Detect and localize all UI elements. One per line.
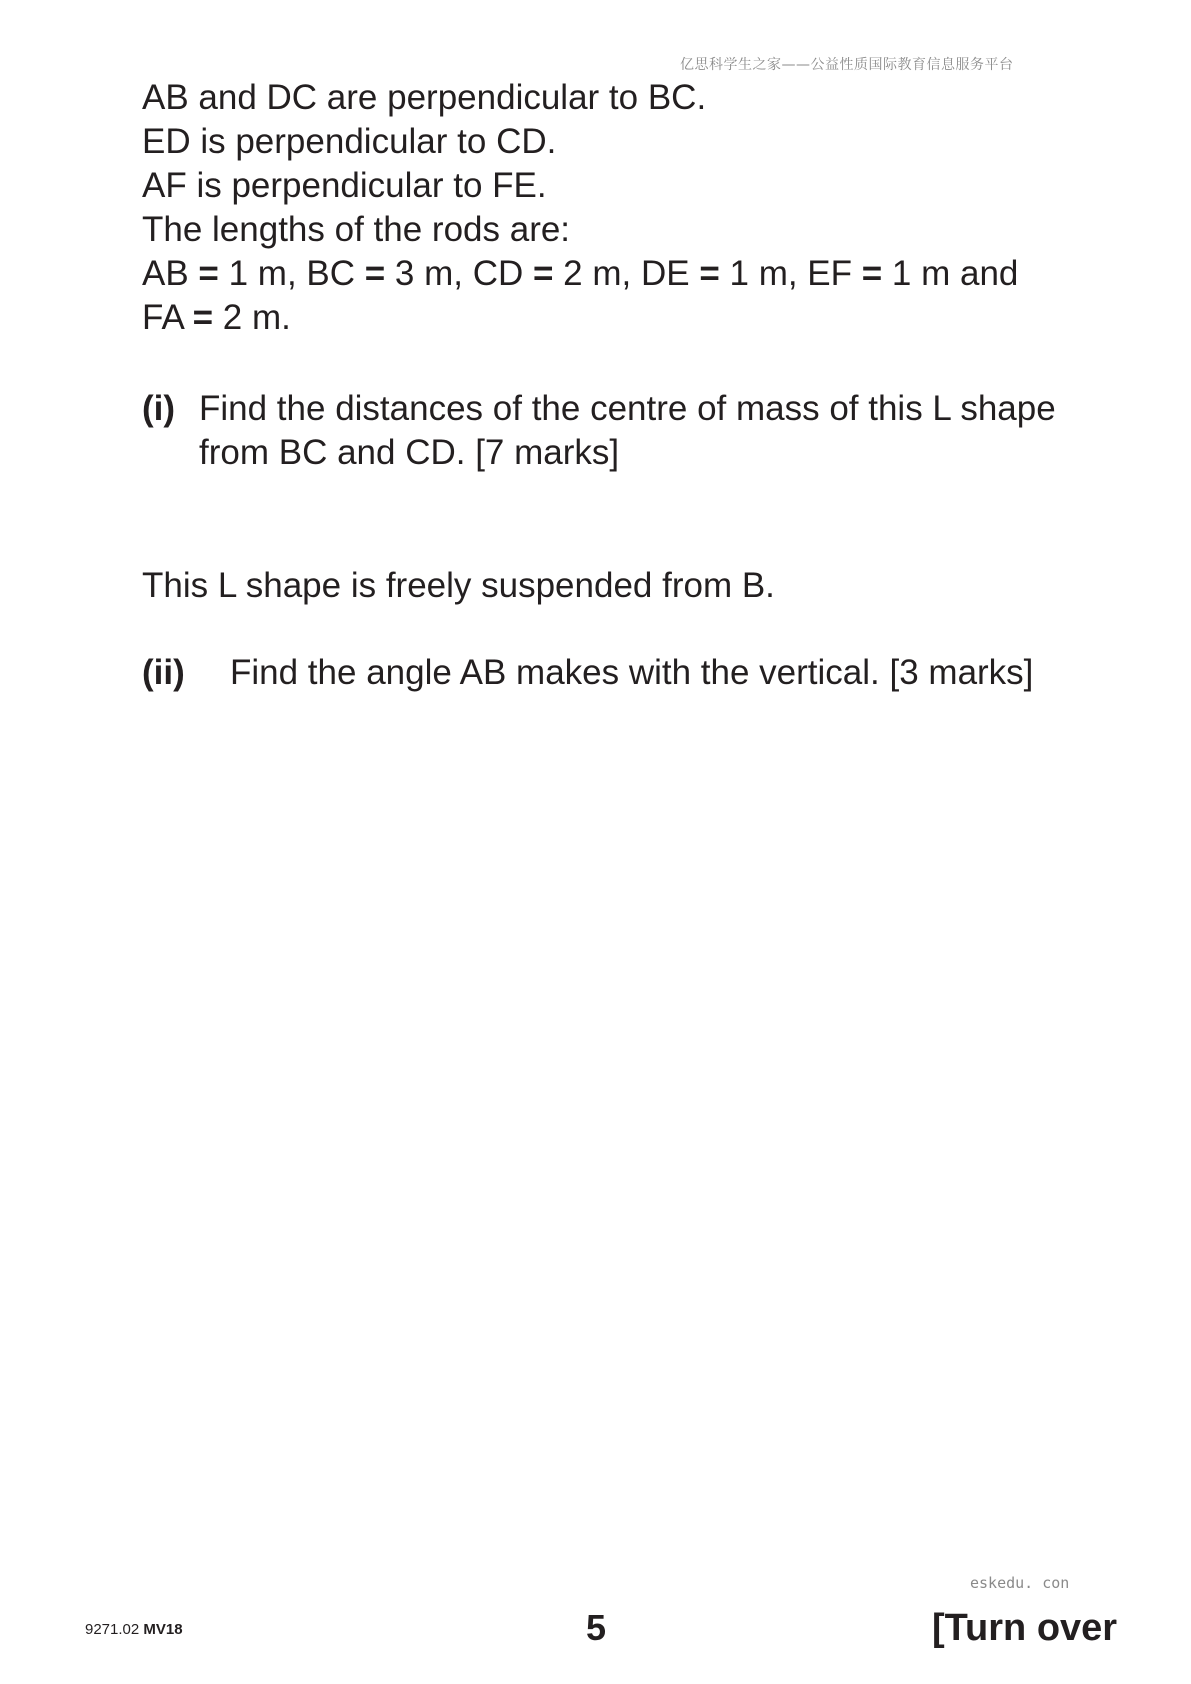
watermark-header: 亿思科学生之家——公益性质国际教育信息服务平台 (680, 57, 1014, 73)
equals-sign: = (533, 254, 554, 293)
length-text: 1 m and (882, 254, 1019, 293)
question-text-line: Find the distances of the centre of mass of this L shape (199, 389, 1056, 428)
length-text: 3 m, CD (385, 254, 533, 293)
paper-code-number: 9271.02 (85, 1621, 144, 1638)
equals-sign: = (861, 254, 883, 293)
equals-sign: = (364, 254, 386, 293)
question-label: (ii) (142, 653, 185, 692)
equals-sign: = (192, 298, 214, 337)
question-label: (i) (142, 389, 176, 428)
length-text: 2 m. (213, 298, 291, 337)
given-line: ED is perpendicular to CD. (142, 122, 557, 161)
rod-lengths-line (142, 252, 1122, 296)
question-text (199, 387, 1129, 475)
turn-over-label: [Turn over (932, 1607, 1118, 1649)
length-text: AB (142, 254, 199, 293)
length-text: 2 m, DE (553, 254, 700, 293)
given-line: AF is perpendicular to FE. (142, 166, 547, 205)
given-line: The lengths of the rods are: (142, 210, 571, 249)
length-text: FA (142, 298, 193, 337)
paper-code (85, 1621, 183, 1638)
equals-sign: = (198, 254, 219, 293)
watermark-footer: eskedu. con (970, 1574, 1070, 1592)
given-information (142, 76, 1122, 340)
given-line: AB and DC are perpendicular to BC. (142, 78, 707, 117)
length-text: 1 m, EF (719, 254, 862, 293)
rod-lengths-line (142, 296, 1122, 340)
equals-sign: = (699, 254, 720, 293)
question-text: Find the angle AB makes with the vertical. [3 marks] (230, 653, 1034, 692)
paper-code-suffix: MV18 (143, 1621, 183, 1638)
question-text-line: from BC and CD. [7 marks] (199, 433, 620, 472)
length-text: 1 m, BC (218, 254, 365, 293)
page-number: 5 (586, 1607, 607, 1648)
question-stem: This L shape is freely suspended from B. (142, 566, 775, 605)
